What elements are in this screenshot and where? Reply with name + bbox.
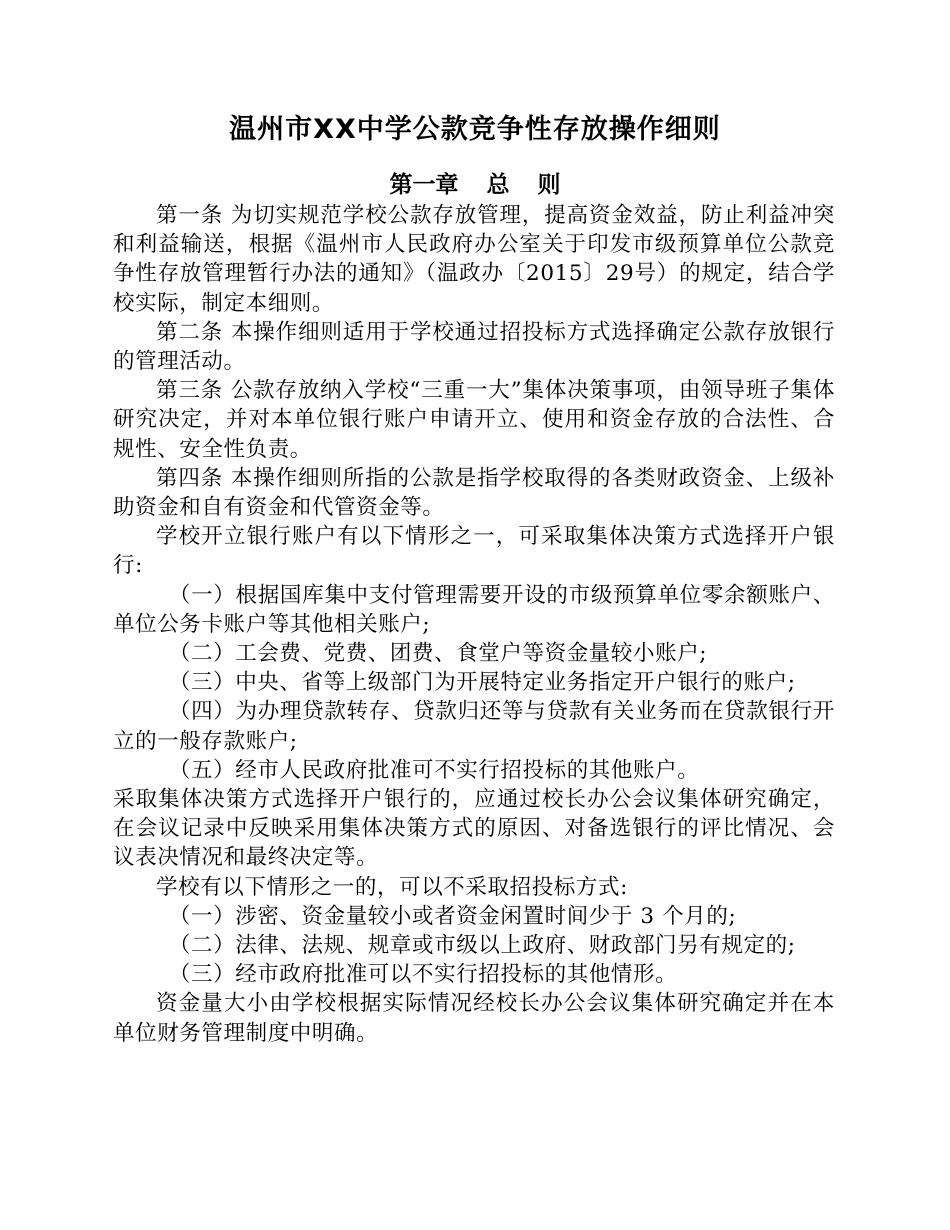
document-body <box>113 201 835 1048</box>
account-condition-1: （一）根据国库集中支付管理需要开设的市级预算单位零余额账户、单位公务卡账户等其他相关账户; <box>113 582 835 637</box>
article-3: 第三条 公款存放纳入学校“三重一大”集体决策事项，由领导班子集体研究决定，并对本单位银行账户申请开立、使用和资金存放的合法性、合规性、安全性负责。 <box>113 378 835 462</box>
chapter-number: 第一章 <box>389 172 459 198</box>
article-2: 第二条 本操作细则适用于学校通过招投标方式选择确定公款存放银行的管理活动。 <box>113 319 835 375</box>
fund-size-paragraph: 资金量大小由学校根据实际情况经校长办公会议集体研究确定并在本单位财务管理制度中明确。 <box>113 991 835 1046</box>
article-4: 第四条 本操作细则所指的公款是指学校取得的各类财政资金、上级补助资金和自有资金和代管资金等。 <box>113 465 835 521</box>
no-bidding-condition-3: （三）经市政府批准可以不实行招投标的其他情形。 <box>168 962 678 988</box>
no-bidding-condition-1: （一）涉密、资金量较小或者资金闲置时间少于 3 个月的; <box>168 903 737 929</box>
account-condition-5: （五）经市人民政府批准可不实行招投标的其他账户。 <box>168 757 700 783</box>
account-condition-3: （三）中央、省等上级部门为开展特定业务指定开户银行的账户; <box>168 670 796 696</box>
account-condition-4: （四）为办理贷款转存、贷款归还等与贷款有关业务而在贷款银行开立的一般存款账户; <box>113 699 835 754</box>
chapter-title-part2: 则 <box>537 172 561 198</box>
article-1: 第一条 为切实规范学校公款存放管理，提高资金效益，防止利益冲突和利益输送，根据《温州市人民政府办公室关于印发市级预算单位公款竞争性存放管理暂行办法的通知》（温政办〔2015〕29号）的规定，结合学校实际，制定本细则。 <box>113 203 835 316</box>
no-bidding-intro: 学校有以下情形之一的，可以不采取招投标方式: <box>156 874 628 900</box>
chapter-heading <box>0 167 950 203</box>
document-title: 温州市XX中学公款竞争性存放操作细则 <box>229 114 721 145</box>
collective-decision-paragraph: 采取集体决策方式选择开户银行的，应通过校长办公会议集体研究确定，在会议记录中反映采用集体决策方式的原因、对备选银行的评比情况、会议表决情况和最终决定等。 <box>113 787 835 871</box>
account-conditions-intro: 学校开立银行账户有以下情形之一，可采取集体决策方式选择开户银行: <box>113 524 835 579</box>
chapter-title-part1: 总 <box>486 172 510 198</box>
account-condition-2: （二）工会费、党费、团费、食堂户等资金量较小账户; <box>168 641 708 667</box>
no-bidding-condition-2: （二）法律、法规、规章或市级以上政府、财政部门另有规定的; <box>168 933 796 959</box>
